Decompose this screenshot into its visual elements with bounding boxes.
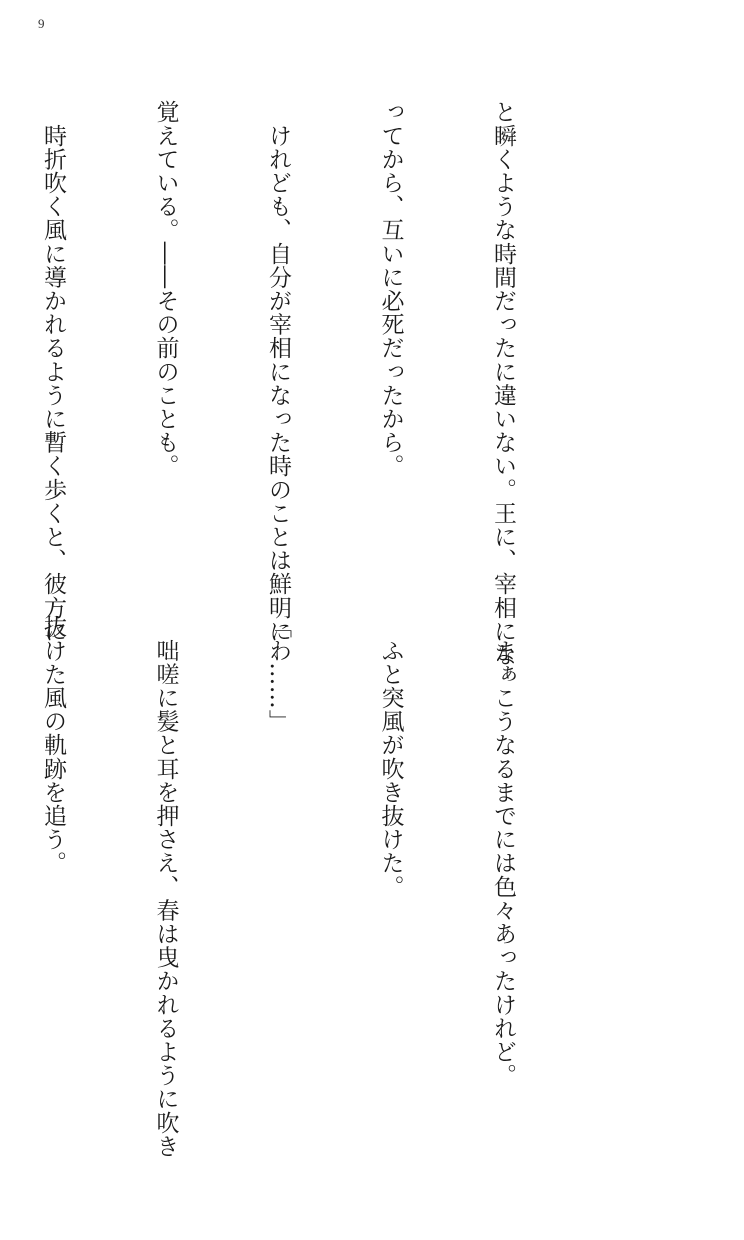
page-number: 9 <box>38 16 45 31</box>
main-text-upper <box>0 100 596 667</box>
text-line: 咄嗟に髪と耳を押さえ、春は曳かれるように吹き <box>152 615 179 1158</box>
text-line: 覚えている。――その前のことも。 <box>152 100 179 478</box>
text-line: ってから、互いに必死だったから。 <box>377 100 404 478</box>
text-line: と瞬くような時間だったに違いない。王に、宰相にな <box>490 100 516 667</box>
main-text-lower <box>0 615 596 1158</box>
text-line: ふと突風が吹き抜けた。 <box>377 615 404 899</box>
text-line: 「わ……」 <box>265 615 291 733</box>
text-line: けれども、自分が宰相になった時のことは鮮明に <box>265 100 291 643</box>
text-line: 抜けた風の軌跡を追う。 <box>40 615 66 875</box>
text-line: まぁこうなるまでには色々あったけれど。 <box>490 615 516 1087</box>
text-line: 時折吹く風に導かれるように暫く歩くと、彼方に <box>40 100 66 643</box>
